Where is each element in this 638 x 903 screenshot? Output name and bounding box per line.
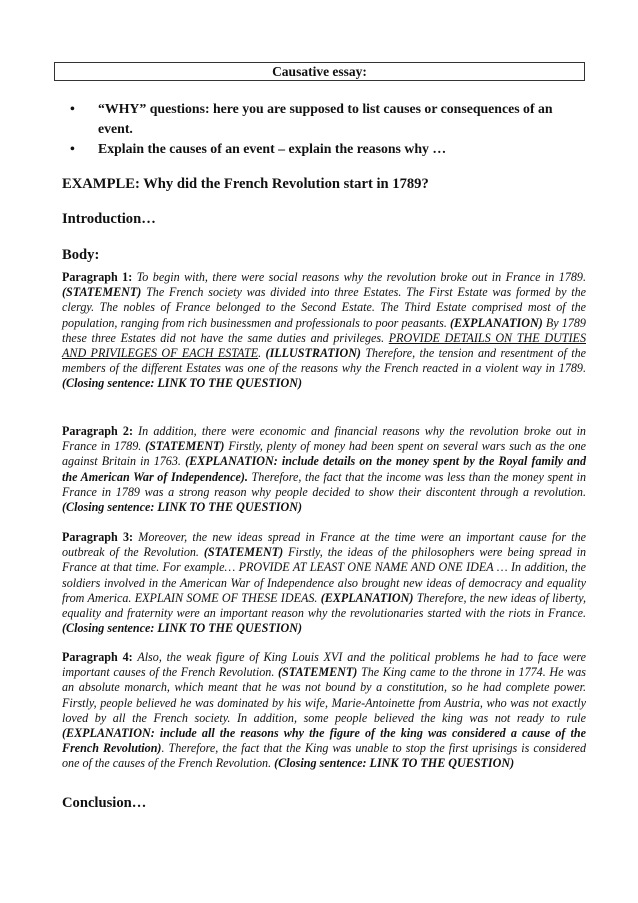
list-item: • Explain the causes of an event – explain the reasons why … xyxy=(70,139,586,159)
paragraph-4: Paragraph 4: Also, the weak figure of King Louis XVI and the political problems he had to face were important causes of the French Revolution. (STATEMENT) The King came to the throne in 1774. He was an absolute monarch, which meant that he was not bound by a constitution, so he had complete power. Firstly, people believed he was dominated by his wife, Marie-Antoinette from Austria, who was not exactly loved by all the French society. In addition, some people believed the king was not ready to rule (EXPLANATION: include all the reasons why the figure of the king was considered a cause of the French Revolution). Therefore, the fact that the King was unable to stop the first uprisings is considered one of the causes of the French Revolution. (Closing sentence: LINK TO THE QUESTION) xyxy=(62,650,586,771)
list-item: • “WHY” questions: here you are supposed to list causes or consequences of an event. xyxy=(70,101,553,136)
bullet-icon: • xyxy=(70,101,75,116)
example-heading: EXAMPLE: Why did the French Revolution start in 1789? xyxy=(62,176,429,192)
paragraph-2: Paragraph 2: In addition, there were economic and financial reasons why the revolution broke out in France in 1789. (STATEMENT) Firstly, plenty of money had been spent on several wars such as the one against Britain in 1763. (EXPLANATION: include details on the money spent by the Royal family and the American War of Independence). Therefore, the fact that the income was less than the money spent in France in 1789 was a strong reason why people decided to show their discontent through a revolution. (Closing sentence: LINK TO THE QUESTION) xyxy=(62,424,587,515)
paragraph-3: Paragraph 3: Moreover, the new ideas spread in France at the time were an important cause for the outbreak of the Revolution. (STATEMENT) Firstly, the ideas of the philosophers were being spread in France at that time. For example… PROVIDE AT LEAST ONE NAME AND ONE IDEA … In addition, the soldiers involved in the American War of Independence also brought new ideas of democracy and equality from America. EXPLAIN SOME OF THESE IDEAS. (EXPLANATION) Therefore, the new ideas of liberty, equality and fraternity were an important reason why the revolutionaries started with the riots in France. (Closing sentence: LINK TO THE QUESTION) xyxy=(62,530,587,636)
instruction-list xyxy=(70,99,586,159)
introduction-heading: Introduction… xyxy=(62,211,156,227)
conclusion-heading: Conclusion… xyxy=(62,795,147,811)
body-heading: Body: xyxy=(62,247,100,263)
bullet-icon: • xyxy=(70,141,75,156)
paragraph-1: Paragraph 1: To begin with, there were social reasons why the revolution broke out in France in 1789. (STATEMENT) The French society was divided into three Estates. The First Estate was formed by the clergy. The nobles of France belonged to the Second Estate. The Third Estate comprised most of the population, ranging from rich businessmen and professionals to poor peasants. (EXPLANATION) By 1789 these three Estates did not have the same duties and privileges. PROVIDE DETAILS ON THE DUTIES AND PRIVILEGES OF EACH ESTATE. (ILLUSTRATION) Therefore, the tension and resentment of the members of the different Estates was one of the reasons why the French reacted in a violent way in 1789. (Closing sentence: LINK TO THE QUESTION) xyxy=(62,270,586,391)
essay-title: Causative essay: xyxy=(54,62,585,81)
